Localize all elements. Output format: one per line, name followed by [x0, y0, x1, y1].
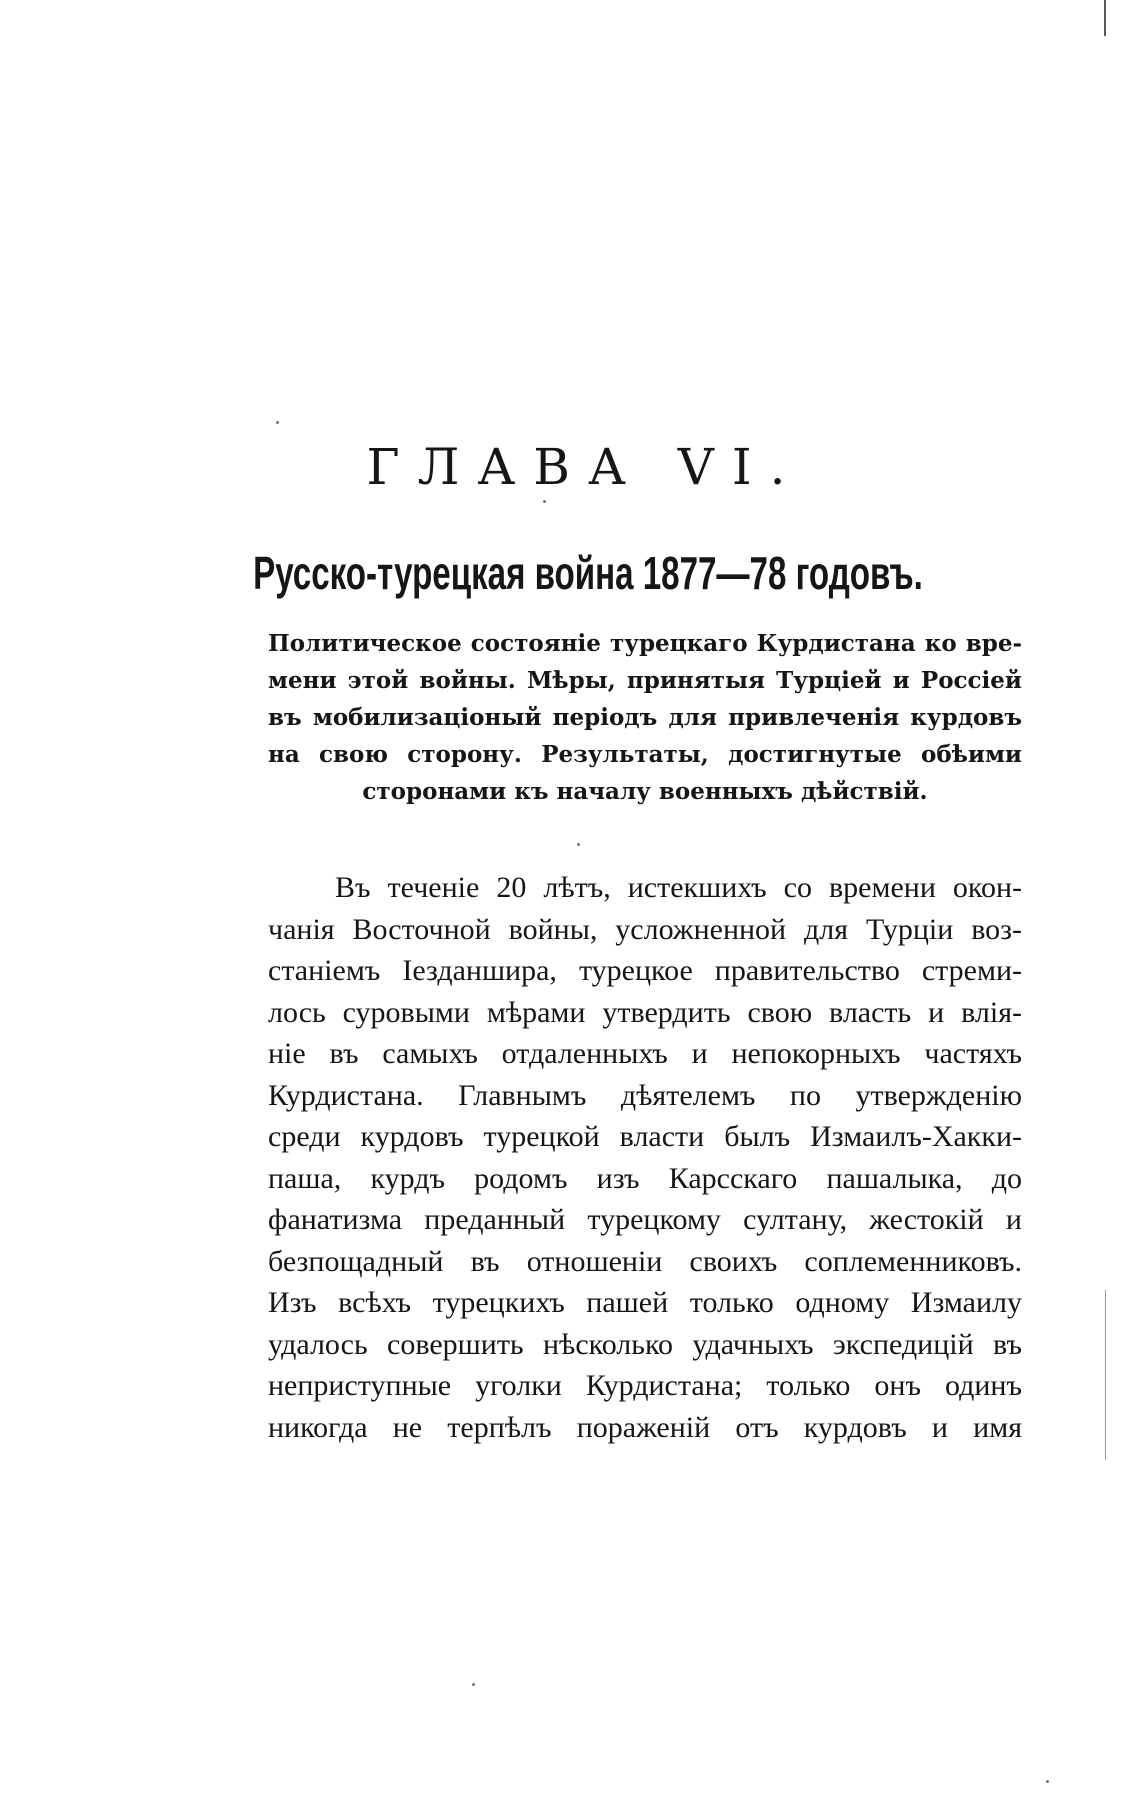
- text-line: станіемъ Іезданшира, турецкое правительство стреми-: [268, 954, 1022, 987]
- print-speck: [543, 500, 546, 503]
- text-line: безпощадный въ отношеніи своихъ соплеменниковъ.: [268, 1244, 1022, 1278]
- summary-line: Политическое состояніе турецкаго Курдистана ко вре-: [268, 630, 1022, 657]
- text-line: лось суровыми мѣрами утвердить свою власть и влія-: [268, 995, 1022, 1029]
- text-line: паша, курдъ родомъ изъ Карсскаго пашалыка, до: [268, 1161, 1022, 1195]
- text-line: ніе въ самыхъ отдаленныхъ и непокорныхъ частяхъ: [268, 1037, 1022, 1070]
- summary-line: мени этой войны. Мѣры, принятыя Турціей и Россіей: [268, 667, 1022, 694]
- page-edge-mark: [1105, 1290, 1106, 1460]
- page-edge-mark: [1104, 0, 1106, 36]
- body-paragraph: [268, 867, 1022, 1448]
- text-line: никогда не терпѣлъ пораженій отъ курдовъ и имя: [268, 1410, 1022, 1444]
- print-speck: [472, 1683, 475, 1686]
- print-speck: [1046, 1780, 1049, 1783]
- text-line: Изъ всѣхъ турецкихъ пашей только одному Измаилу: [268, 1286, 1022, 1319]
- text-line: Курдистана. Главнымъ дѣятелемъ по утвержденію: [268, 1078, 1022, 1112]
- summary-line: на свою сторону. Результаты, достигнутые обѣими: [268, 741, 1022, 768]
- text-line: фанатизма преданный турецкому султану, жестокій и: [268, 1203, 1022, 1236]
- text-line: неприступные уголки Курдистана; только онъ одинъ: [268, 1369, 1022, 1402]
- summary-line: сторонами къ началу военныхъ дѣйствій.: [362, 778, 928, 805]
- chapter-summary: [268, 625, 1022, 810]
- text-line: среди курдовъ турецкой власти былъ Измаилъ-Хакки-: [268, 1120, 1022, 1153]
- chapter-title: Русско-турецкая война 1877—78 годовъ.: [253, 547, 923, 600]
- print-speck: [276, 421, 279, 424]
- print-speck: [577, 843, 580, 846]
- text-line: удалось совершить нѣсколько удачныхъ экспедицій въ: [268, 1327, 1022, 1361]
- chapter-heading: ГЛАВА VI.: [366, 437, 804, 496]
- summary-line: въ мобилизаціоный періодъ для привлеченія курдовъ: [268, 704, 1022, 731]
- text-line: Въ теченіе 20 лѣтъ, истекшихъ со времени окон-: [335, 871, 1022, 904]
- text-line: чанія Восточной войны, усложненной для Турціи воз-: [268, 912, 1022, 946]
